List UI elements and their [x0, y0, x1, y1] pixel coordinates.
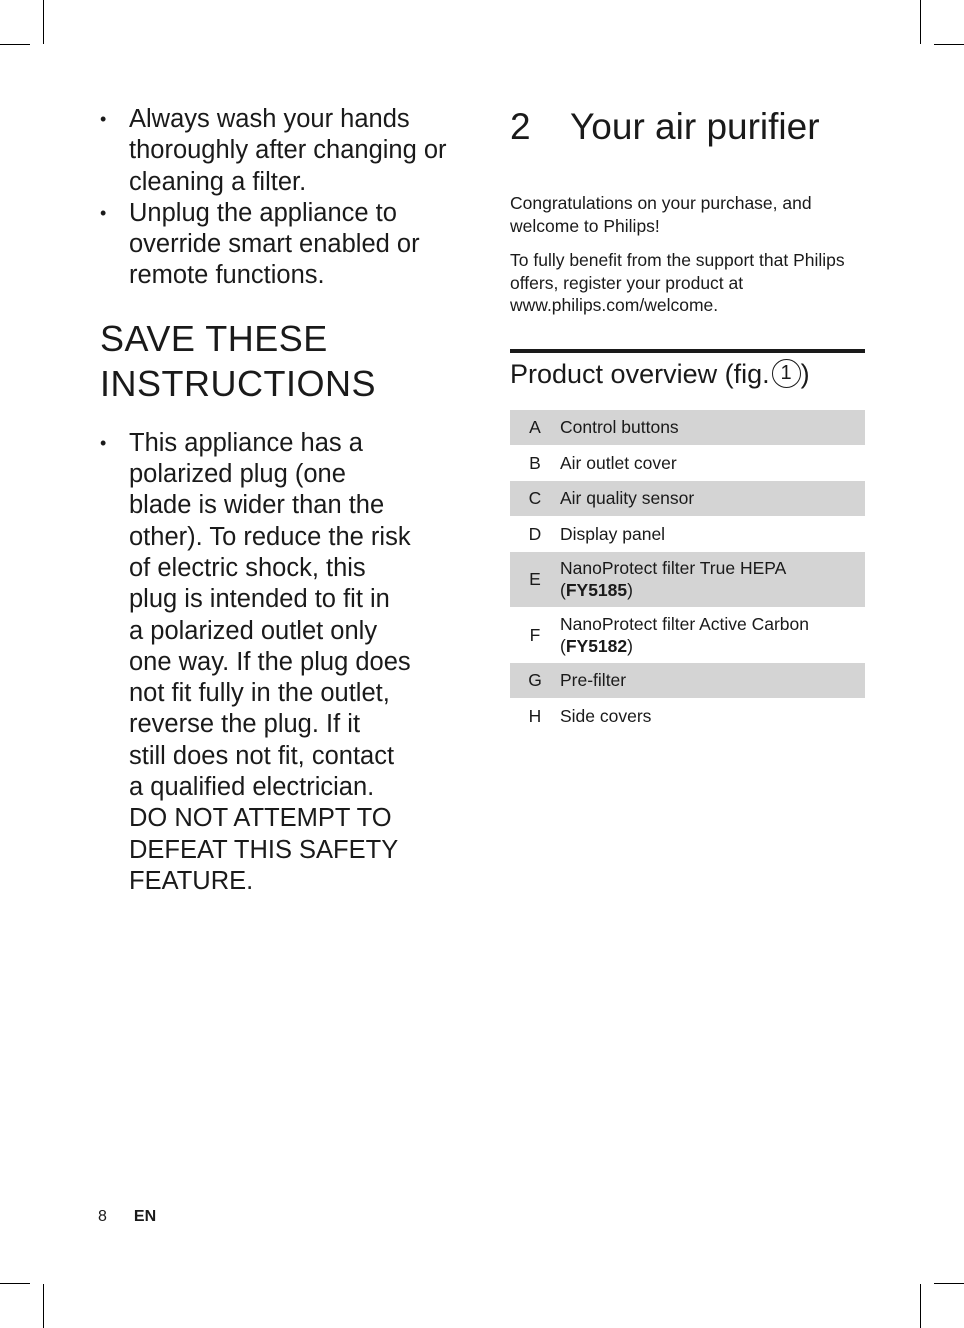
bullet-item: • Unplug the appliance to override smart enabled or remote functions. [100, 198, 420, 290]
page-footer [98, 1208, 156, 1226]
bullet-dot-icon: • [100, 202, 107, 223]
part-label: Air quality sensor [560, 488, 695, 508]
register-paragraph: To fully benefit from the support that Philips offers, register your product at www.philips.com/welcome. [510, 250, 845, 315]
crop-mark-bottom-left-v [43, 1284, 44, 1328]
bullet-dot-icon: • [100, 432, 107, 453]
part-letter: H [528, 705, 542, 726]
part-label: Air outlet cover [560, 452, 677, 473]
table-row [510, 410, 865, 445]
part-label: Display panel [560, 523, 666, 544]
table-row [510, 552, 865, 607]
part-label: Side covers [560, 705, 652, 726]
figure-number-circle-icon: 1 [772, 359, 801, 388]
table-row [510, 481, 865, 516]
crop-mark-top-left-v [43, 0, 44, 44]
page-number: 8 [98, 1208, 107, 1225]
bullet-item: • This appliance has a polarized plug (one blade is wider than the other). To reduce the risk of electric shock, this plug is intended to fit in a polarized outlet only one way. If the plug does not fit fully in the outlet, reverse the plug. If it still does not fit, contact a qualified electrician. DO NOT ATTEMPT TO DEFEAT THIS SAFETY FEATURE. [100, 428, 411, 895]
bullet-item: • Always wash your hands thoroughly after changing or cleaning a filter. [100, 105, 447, 196]
parts-table [510, 410, 865, 734]
part-letter: C [528, 488, 542, 508]
bullet-dot-icon: • [100, 109, 107, 129]
part-label: Control buttons [560, 417, 679, 437]
left-column [100, 104, 450, 897]
part-letter: G [528, 670, 542, 690]
table-row [510, 698, 865, 733]
polarized-plug-warning [100, 428, 450, 897]
crop-mark-top-right-v [920, 0, 921, 44]
overview-divider [510, 349, 865, 353]
crop-mark-bottom-left-h [0, 1283, 30, 1284]
part-letter: B [529, 452, 541, 473]
part-letter: D [528, 523, 542, 544]
table-row [510, 663, 865, 698]
intro-paragraph: Congratulations on your purchase, and welcome to Philips! [510, 193, 812, 236]
filter-code: FY5185 [565, 580, 628, 600]
crop-mark-bottom-right-h [934, 1283, 964, 1284]
save-instructions-heading: SAVE THESE INSTRUCTIONS [100, 317, 376, 404]
language-code: EN [133, 1208, 157, 1225]
section-number: 2 [510, 106, 531, 147]
table-row [510, 516, 865, 551]
table-row [510, 445, 865, 480]
crop-mark-top-left-h [0, 44, 30, 45]
part-letter: A [529, 417, 541, 437]
filter-code: FY5182 [565, 635, 628, 656]
section-title-text: Your air purifier [570, 106, 820, 147]
crop-mark-top-right-h [934, 44, 964, 45]
part-letter: F [529, 624, 541, 645]
safety-bullets [100, 104, 450, 292]
right-column [510, 104, 865, 734]
table-row [510, 607, 865, 662]
section-title [510, 104, 865, 150]
crop-mark-bottom-right-v [920, 1284, 921, 1328]
part-letter: E [529, 569, 541, 589]
part-label: Pre-filter [560, 670, 627, 690]
part-label: NanoProtect filter True HEPA (FY5185) [560, 558, 787, 600]
product-overview-heading: Product overview (fig. 1 ) [510, 358, 810, 389]
part-label: NanoProtect filter Active Carbon (FY5182) [560, 613, 810, 656]
